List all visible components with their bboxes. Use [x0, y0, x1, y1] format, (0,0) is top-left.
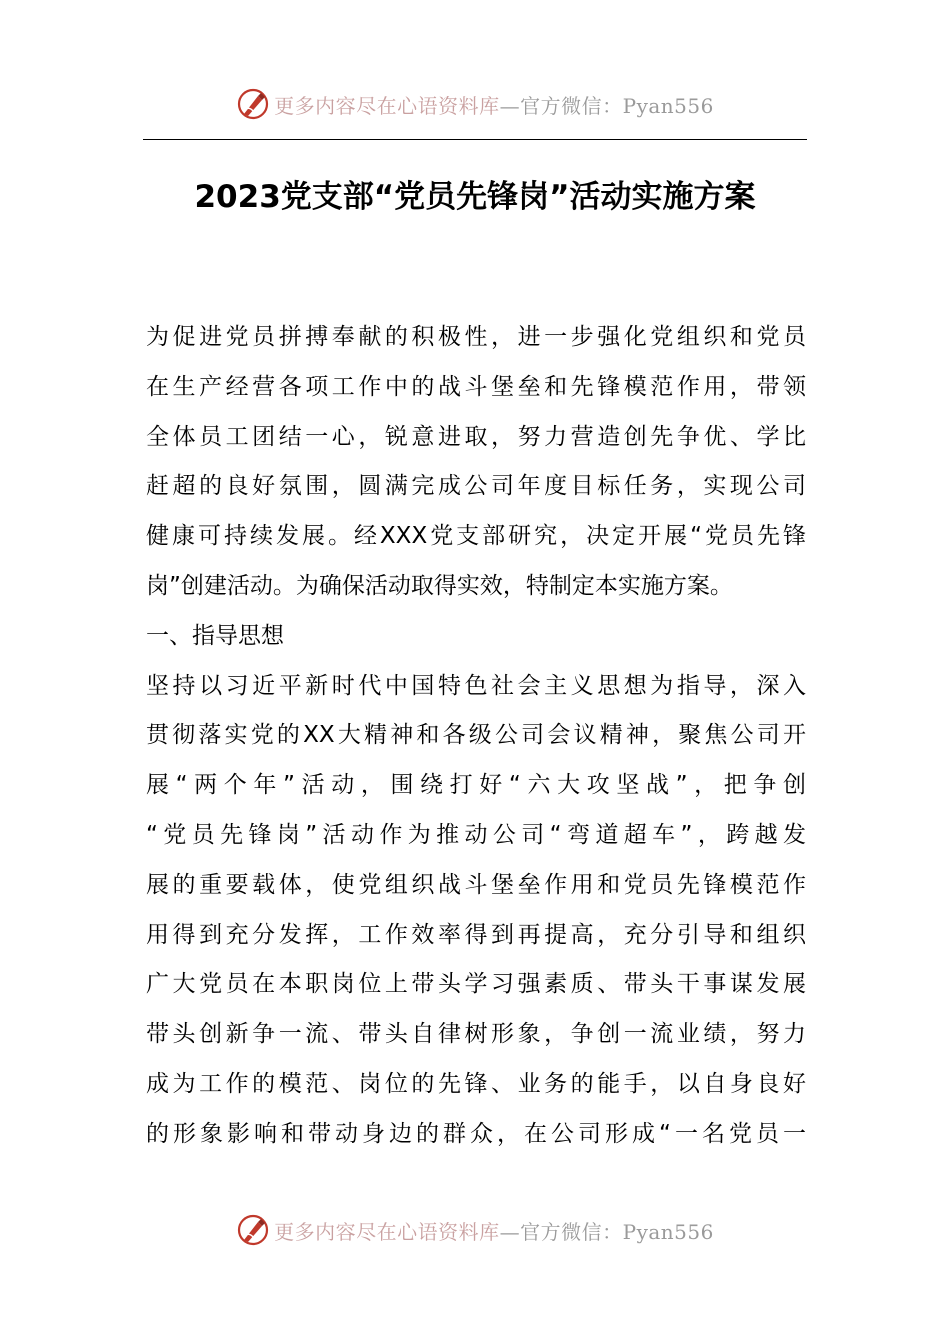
watermark-contact-text: —官方微信：Pyan556 — [499, 1219, 714, 1244]
body-line: 一、指导思想 — [146, 622, 284, 649]
body-line: 展的重要载体，使党组织战斗堡垒作用和党员先锋模范作 — [146, 871, 806, 898]
body-line: 坚持以习近平新时代中国特色社会主义思想为指导，深入 — [146, 672, 806, 699]
body-line: 健康可持续发展。经XXX党支部研究，决定开展“党员先锋 — [146, 523, 806, 550]
body-line: 岗”创建活动。为确保活动取得实效，特制定本实施方案。 — [146, 572, 733, 599]
pen-nib-logo-icon — [236, 87, 270, 121]
watermark-contact-text: —官方微信：Pyan556 — [499, 93, 714, 118]
pen-nib-logo-icon — [236, 1213, 270, 1247]
body-line: 展“两个年”活动，围绕打好“六大攻坚战”，把争创 — [146, 772, 806, 799]
body-line: “党员先锋岗”活动作为推动公司“弯道超车”，跨越发 — [146, 821, 806, 848]
body-line: 带头创新争一流、带头自律树形象，争创一流业绩，努力 — [146, 1021, 806, 1048]
watermark-text — [274, 1216, 714, 1245]
body-line: 成为工作的模范、岗位的先锋、业务的能手，以自身良好 — [146, 1070, 806, 1097]
body-line: 赶超的良好氛围，圆满完成公司年度目标任务，实现公司 — [146, 473, 806, 500]
body-line: 全体员工团结一心，锐意进取，努力营造创先争优、学比 — [146, 423, 806, 450]
body-line: 贯彻落实党的XX大精神和各级公司会议精神，聚焦公司开 — [146, 722, 806, 749]
body-line: 用得到充分发挥，工作效率得到再提高，充分引导和组织 — [146, 921, 806, 948]
footer-watermark — [0, 1210, 950, 1250]
document-title: 2023党支部“党员先锋岗”活动实施方案 — [194, 179, 756, 215]
body-line: 的形象影响和带动身边的群众，在公司形成“一名党员一 — [146, 1120, 806, 1147]
header-watermark — [0, 84, 950, 124]
watermark-main-text: 更多内容尽在心语资料库 — [274, 93, 500, 118]
watermark-text — [274, 90, 714, 119]
watermark-main-text: 更多内容尽在心语资料库 — [274, 1219, 500, 1244]
body-line: 为促进党员拼搏奉献的积极性，进一步强化党组织和党员 — [146, 324, 806, 350]
body-line: 在生产经营各项工作中的战斗堡垒和先锋模范作用，带领 — [146, 373, 806, 400]
body-line: 广大党员在本职岗位上带头学习强素质、带头干事谋发展 — [146, 971, 806, 998]
header-divider — [143, 139, 807, 140]
document-body — [146, 313, 806, 1160]
